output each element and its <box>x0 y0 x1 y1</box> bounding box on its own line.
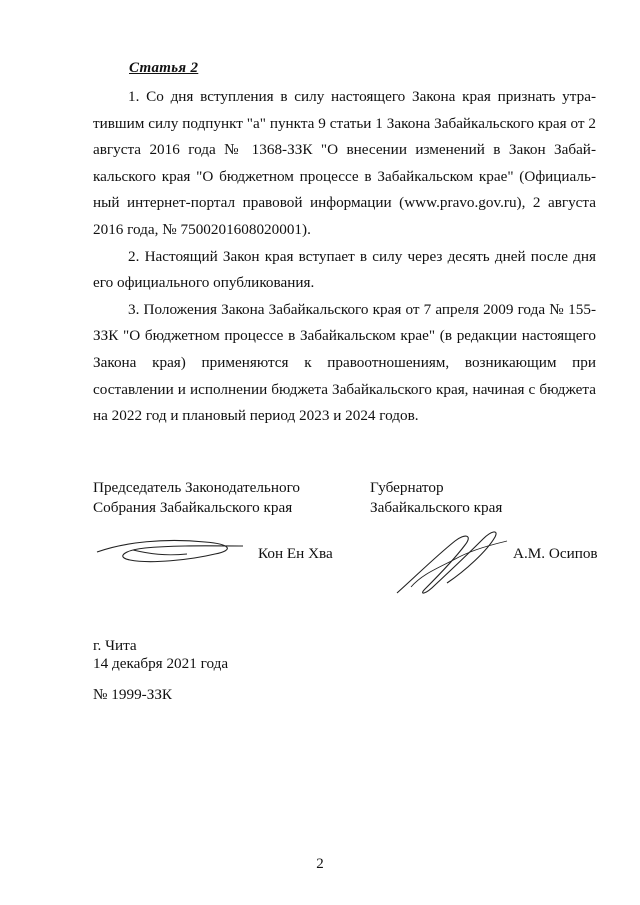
article-heading: Статья 2 <box>129 60 199 76</box>
governor-title-line1: Губернатор <box>370 479 444 496</box>
date: 14 декабря 2021 года <box>93 655 229 672</box>
chairman-signature <box>95 520 245 580</box>
chairman-title-line1: Председатель Законодательного <box>93 479 301 496</box>
governor-title <box>370 478 502 518</box>
article-body <box>93 84 596 430</box>
chairman-title <box>93 478 300 518</box>
page-number: 2 <box>316 856 324 872</box>
law-number: № 1999-ЗЗК <box>93 686 173 703</box>
paragraph-3: 3. Положения Закона Забайкальского края от 7 апреля 2009 года № 155-ЗЗК "О бюджетном процессе в Забайкальском крае" (в редакции настоящего Закона края) применяются к правоотношениям, возникающим при составлении и исполнении бюджета Забайкальского края, начиная с бюджета на 2022 год и плановый период 2023 и 2024 годов. <box>93 300 596 425</box>
paragraph-1: 1. Со дня вступления в силу настоящего Закона края признать утратившим силу подпункт "а" пункта 9 статьи 1 Закона Забайкальского края от 2 августа 2016 года № 1368-ЗЗК "О внесении изменений в Закон Забайкальского края "О бюджетном процессе в Забайкальском крае" (Официальный интернет-портал правовой информации (www.pravo.gov.ru), 2 августа 2016 года, № 7500201608020001). <box>93 88 596 238</box>
governor-name: А.М. Осипов <box>513 545 598 562</box>
chairman-title-line2: Собрания Забайкальского края <box>93 499 293 516</box>
governor-title-line2: Забайкальского края <box>370 499 503 516</box>
city: г. Чита <box>93 637 137 654</box>
paragraph-2: 2. Настоящий Закон края вступает в силу через десять дней после дня его официального опубликования. <box>93 247 596 292</box>
governor-signature <box>395 527 510 597</box>
chairman-name: Кон Ен Хва <box>258 545 333 562</box>
